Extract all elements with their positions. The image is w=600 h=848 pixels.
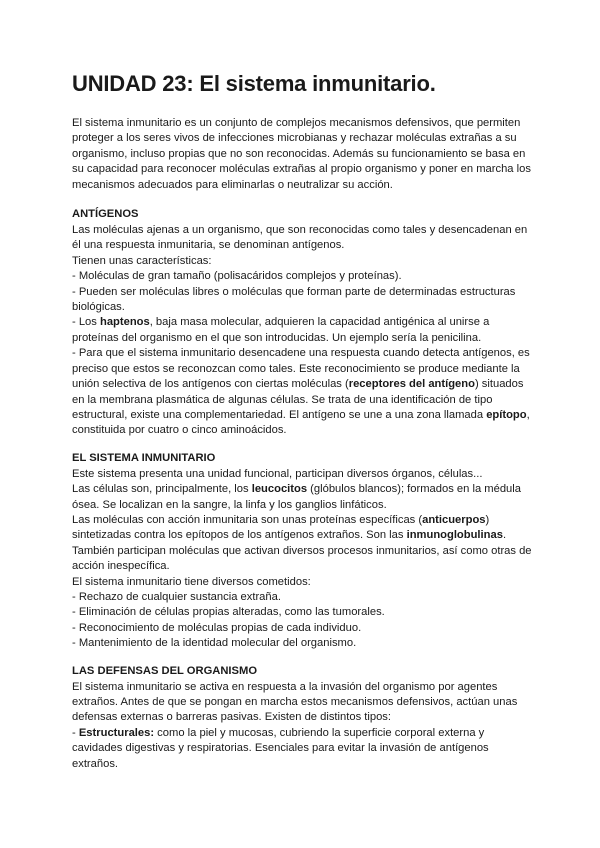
document-page	[72, 70, 532, 772]
sistema-paragraph-1: Este sistema presenta una unidad funcional, participan diversos órganos, células...	[72, 467, 483, 480]
term-leucocitos: leucocitos	[251, 483, 308, 496]
antigenos-bullet-1: - Moléculas de gran tamaño (polisacáridos complejos y proteínas).	[72, 270, 402, 283]
sistema-bullet-2: - Eliminación de células propias alteradas, como las tumorales.	[72, 606, 385, 619]
sistema-paragraph-2	[72, 482, 532, 513]
text-run: como la piel y mucosas, cubriendo la superficie corporal externa y cavidades digestivas y respiratorias. Esenciales para evitar la invasión de antígenos extraños.	[72, 726, 489, 770]
text-run: , baja masa molecular, adquieren la capacidad antigénica al unirse a proteínas del organismo en el que son introducidas. Un ejemplo sería la penicilina.	[72, 316, 490, 344]
term-haptenos: haptenos	[99, 316, 150, 329]
sistema-bullet-4: - Mantenimiento de la identidad molecular del organismo.	[72, 637, 357, 650]
antigenos-bullet-2: - Pueden ser moléculas libres o moléculas que forman parte de determinadas estructuras biológicas.	[72, 285, 516, 314]
term-estructurales: Estructurales:	[78, 726, 155, 739]
section-heading-antigenos: ANTÍGENOS	[72, 208, 139, 221]
antigenos-paragraph-2: Tienen unas características:	[72, 254, 212, 267]
sistema-bullet-3: - Reconocimiento de moléculas propias de cada individuo.	[72, 621, 362, 634]
text-run: Las células son, principalmente, los	[72, 483, 252, 496]
text-run: Las moléculas con acción inmunitaria son unas proteínas específicas (	[72, 513, 423, 526]
text-run: - Los	[72, 316, 100, 329]
term-inmunoglobulinas: inmunoglobulinas	[406, 529, 503, 542]
term-anticuerpos: anticuerpos	[422, 513, 486, 526]
text-run: (glóbulos blancos); formados en la médula ósea. Se localizan en la sangre, la linfa y los ganglios linfáticos.	[72, 483, 521, 511]
term-epitopo: epítopo	[486, 408, 527, 421]
text-run: , constituida por cuatro o cinco aminoácidos.	[72, 408, 530, 437]
sistema-paragraph-3	[72, 513, 532, 544]
text-run: -	[72, 726, 79, 739]
sistema-paragraph-5: El sistema inmunitario tiene diversos cometidos:	[72, 575, 311, 588]
text-run: .	[502, 529, 507, 542]
defensas-paragraph-1: El sistema inmunitario se activa en respuesta a la invasión del organismo por agentes extraños. Antes de que se pongan en marcha estos mecanismos defensivos, actúan unas defensas externas o barreras pasivas. Existen de distintos tipos:	[72, 680, 518, 724]
intro-paragraph: El sistema inmunitario es un conjunto de complejos mecanismos defensivos, que permiten proteger a los seres vivos de infecciones microbianas y rechazar moléculas extrañas a su organismo, incluso propias que no son reconocidas. Además su funcionamiento se basa en su capacidad para reconocer moléculas extrañas al propio organismo y poner en marcha los mecanismos adecuados para eliminarlas o neutralizar su acción.	[72, 117, 531, 191]
text-run: ) sintetizadas contra los epítopos de los antígenos extraños. Son las	[72, 513, 490, 542]
section-heading-defensas: LAS DEFENSAS DEL ORGANISMO	[72, 664, 258, 677]
term-receptores: receptores del antígeno	[348, 378, 475, 391]
text-run: - Para que el sistema inmunitario desencadene una respuesta cuando detecta antígenos, es preciso que estos se reconozcan como tales. Este reconocimiento se produce mediante la unión selectiva de los antígenos con ciertas moléculas (	[72, 347, 530, 391]
antigenos-paragraph-1: Las moléculas ajenas a un organismo, que son reconocidas como tales y desencadenan en él una respuesta inmunitaria, se denominan antígenos.	[72, 224, 528, 252]
defensas-bullet-1	[72, 726, 532, 772]
text-run: ) situados en la membrana plasmática de algunas células. Se trata de una identificación de tipo estructural, existe una complementariedad. El antígeno se une a una zona llamada	[72, 378, 524, 421]
antigenos-bullet-3	[72, 315, 532, 346]
antigenos-bullet-4	[72, 346, 532, 438]
page-title: UNIDAD 23: El sistema inmunitario.	[72, 71, 436, 96]
section-heading-sistema: EL SISTEMA INMUNITARIO	[72, 451, 216, 464]
sistema-paragraph-4: También participan moléculas que activan diversos procesos inmunitarios, así como otras de acción inespecífica.	[72, 544, 532, 573]
sistema-bullet-1: - Rechazo de cualquier sustancia extraña.	[72, 590, 281, 603]
